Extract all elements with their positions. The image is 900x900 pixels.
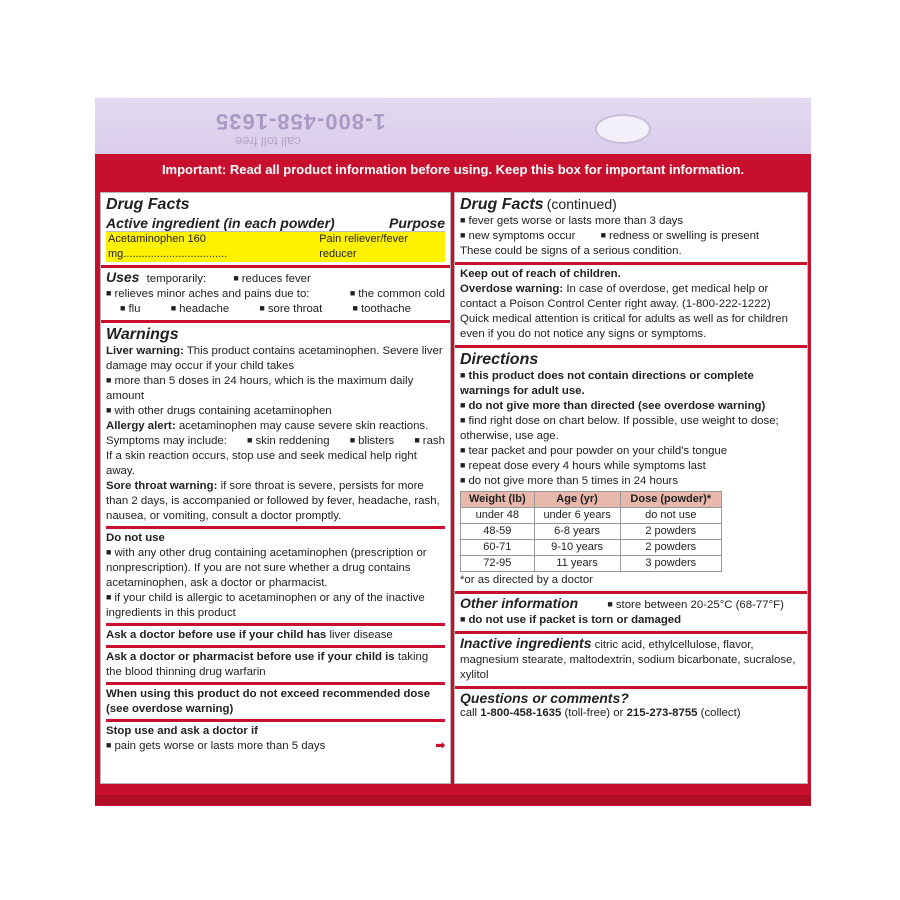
questions-heading: Questions or comments? (460, 690, 629, 706)
ask-doctor-text: liver disease (329, 629, 393, 641)
table-header-weight: Weight (lb) (461, 492, 535, 508)
active-ingredient-row (106, 232, 445, 262)
table-row (461, 540, 722, 556)
continued-bullet-1: ■ fever gets worse or lasts more than 3 days (460, 214, 802, 229)
continued-section (455, 193, 807, 265)
uses-section (101, 268, 450, 323)
liver-bullet-1: ■ more than 5 doses in 24 hours, which is the maximum daily amount (106, 374, 445, 404)
do-not-use-bullet-2: ■ if your child is allergic to acetaminophen or any of the inactive ingredients in this product (106, 591, 445, 621)
table-cell: under 6 years (534, 508, 620, 524)
sore-throat-label: Sore throat warning: (106, 480, 218, 492)
continued-signs-text: These could be signs of a serious condition. (460, 245, 682, 257)
brand-seal-icon (595, 114, 651, 144)
directions-section (455, 348, 807, 594)
table-cell: 2 powders (620, 540, 721, 556)
inactive-ingredients-text: citric acid, ethylcellulose, flavor, magnesium stearate, maltodextrin, sodium bicarbonate, sucralose, xylitol (460, 639, 796, 681)
flap-phone-label: call toll free (235, 134, 301, 149)
table-note: *or as directed by a doctor (460, 574, 593, 586)
table-cell: 60-71 (461, 540, 535, 556)
table-cell: 11 years (534, 556, 620, 572)
directions-bullet-2: ■ do not give more than directed (see overdose warning) (460, 399, 802, 414)
box-bottom-edge (95, 795, 811, 805)
symptom-blisters: ■ blisters (350, 434, 395, 449)
table-row (461, 556, 722, 572)
other-bullet-1: ■ store between 20-25°C (68-77°F) (607, 599, 783, 611)
inactive-ingredients-section (455, 634, 807, 689)
directions-bullet-1: ■ this product does not contain directions or complete warnings for adult use. (460, 369, 802, 399)
other-information-section (455, 594, 807, 634)
directions-bullet-3: ■ find right dose on chart below. If possible, use weight to dose; otherwise, use age. (460, 414, 802, 444)
tollfree-phone: 1-800-458-1635 (480, 707, 562, 719)
flap-phone-number: 1-800-458-1635 (215, 109, 386, 134)
table-cell: 72-95 (461, 556, 535, 572)
purpose-heading: Purpose (388, 215, 445, 231)
continued-bullet-3: ■ redness or swelling is present (601, 230, 760, 242)
warnings-section (101, 323, 450, 757)
ask-pharmacist-text: taking the blood thinning drug warfarin (106, 651, 429, 678)
other-bullet-2: ■ do not use if packet is torn or damaged (460, 613, 802, 628)
liver-warning-label: Liver warning: (106, 345, 184, 357)
drug-facts-left-column (100, 192, 451, 784)
continued-arrow-icon: ➡ (435, 740, 445, 752)
uses-item-toothache: ■ toothache (353, 302, 411, 317)
tollfree-label: (toll-free) or (564, 707, 624, 719)
do-not-use-heading: Do not use (106, 532, 165, 544)
symptom-rash: ■ rash (414, 434, 445, 449)
stop-use-heading: Stop use and ask a doctor if (106, 725, 258, 737)
ask-doctor-label: Ask a doctor before use if your child has (106, 629, 327, 641)
table-cell: 48-59 (461, 524, 535, 540)
table-header-dose: Dose (powder)* (620, 492, 721, 508)
table-row (461, 508, 722, 524)
table-cell: 3 powders (620, 556, 721, 572)
uses-item-cold: ■ the common cold (350, 287, 445, 302)
table-cell: 6-8 years (534, 524, 620, 540)
keep-out-text: Keep out of reach of children. (460, 268, 621, 280)
questions-section (455, 689, 807, 724)
active-ingredient-name: Acetaminophen 160 mg.................................. (108, 233, 228, 260)
ask-pharmacist-label: Ask a doctor or pharmacist before use if your child is (106, 651, 395, 663)
table-cell: do not use (620, 508, 721, 524)
do-not-use-bullet-1: ■ with any other drug containing acetaminophen (prescription or nonprescription). If you are not sure whether a drug contains acetaminophen, ask a doctor or pharmacist. (106, 546, 445, 591)
uses-item-flu: ■ flu (120, 302, 140, 317)
sore-throat-text: if sore throat is severe, persists for more than 2 days, is accompanied or followed by fever, headache, rash, nausea, or vomiting, consult a doctor promptly. (106, 480, 440, 522)
allergy-alert-label: Allergy alert: (106, 420, 176, 432)
dosing-table (460, 491, 722, 572)
drug-facts-right-column (454, 192, 808, 784)
stop-use-bullet-1: ■ pain gets worse or lasts more than 5 days (106, 739, 325, 754)
uses-reduces-fever: ■ reduces fever (233, 273, 310, 285)
symptoms-intro: Symptoms may include: (106, 435, 227, 447)
directions-bullet-5: ■ repeat dose every 4 hours while symptoms last (460, 459, 802, 474)
active-ingredient-section (101, 193, 450, 268)
keep-out-section (455, 265, 807, 348)
important-banner: Important: Read all product information before using. Keep this box for important information. (161, 162, 745, 177)
inactive-ingredients-heading: Inactive ingredients (460, 635, 592, 651)
overdose-text: In case of overdose, get medical help or contact a Poison Control Center right away. (1-800-222-1222) Quick medical attention is critical for adults as well as for children even if you do not notice any signs or symptoms. (460, 283, 788, 340)
drug-facts-continued-title: Drug Facts (460, 196, 544, 213)
active-ingredient-heading: Active ingredient (in each powder) (106, 215, 335, 231)
directions-bullet-6: ■ do not give more than 5 times in 24 hours (460, 474, 802, 489)
uses-heading: Uses (106, 269, 140, 285)
uses-item-headache: ■ headache (171, 302, 229, 317)
continued-label: (continued) (546, 196, 617, 212)
table-cell: 9-10 years (534, 540, 620, 556)
liver-warning-text: This product contains acetaminophen. Severe liver damage may occur if your child takes (106, 345, 443, 372)
skin-reaction-text: If a skin reaction occurs, stop use and seek medical help right away. (106, 450, 417, 477)
directions-heading: Directions (460, 351, 539, 368)
table-cell: under 48 (461, 508, 535, 524)
table-row (461, 524, 722, 540)
table-cell: 2 powders (620, 524, 721, 540)
table-header-age: Age (yr) (534, 492, 620, 508)
collect-label: (collect) (700, 707, 741, 719)
box-back-panel (95, 154, 811, 806)
symptom-skin-reddening: ■ skin reddening (247, 434, 330, 449)
drug-facts-title: Drug Facts (106, 196, 190, 213)
active-ingredient-purpose: Pain reliever/fever reducer (319, 233, 408, 260)
other-information-heading: Other information (460, 595, 579, 611)
uses-relieves: ■ relieves minor aches and pains due to: (106, 287, 309, 302)
continued-bullet-2: ■ new symptoms occur (460, 230, 575, 242)
directions-bullet-4: ■ tear packet and pour powder on your child's tongue (460, 444, 802, 459)
when-using-text: When using this product do not exceed recommended dose (see overdose warning) (106, 682, 445, 717)
uses-item-sore-throat: ■ sore throat (259, 302, 322, 317)
liver-bullet-2: ■ with other drugs containing acetaminophen (106, 404, 445, 419)
overdose-label: Overdose warning: (460, 283, 564, 295)
allergy-alert-text: acetaminophen may cause severe skin reactions. (178, 420, 429, 432)
warnings-heading: Warnings (106, 326, 179, 343)
collect-phone: 215-273-8755 (626, 707, 698, 719)
uses-intro: temporarily: (146, 273, 207, 285)
call-label: call (460, 707, 478, 719)
